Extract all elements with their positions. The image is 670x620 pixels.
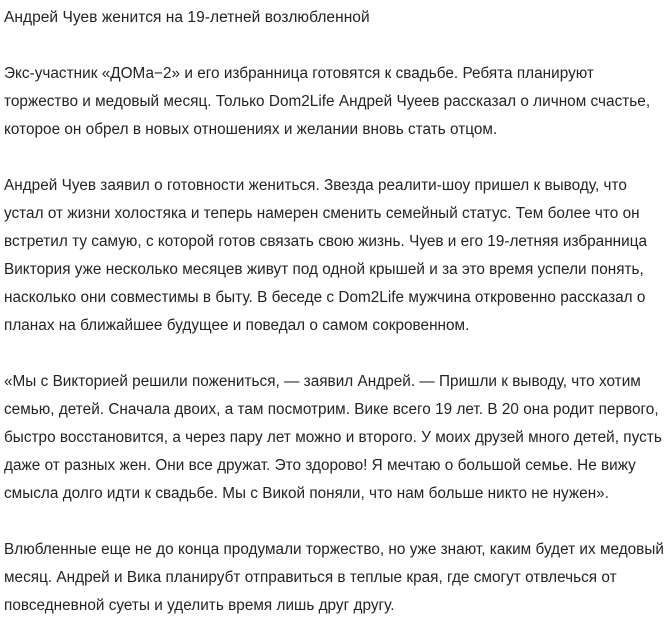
article-paragraph-body: Андрей Чуев заявил о готовности жениться. Звезда реалити-шоу пришел к выводу, что устал от жизни холостяка и теперь намерен сменить семейный статус. Тем более что он встретил ту самую, с которой готов связать свою жизнь. Чуев и его 19-летняя избранница Виктория уже несколько месяцев живут под одной крышей и за это время успели понять, насколько они совместимы в быту. В беседе с Dom2Life мужчина откровенно рассказал о планах на ближайшее будущее и поведал о самом сокровенном.	[4, 177, 648, 334]
article-paragraph-quote: «Мы с Викторией решили пожениться, — заявил Андрей. — Пришли к выводу, что хотим семью, детей. Сначала двоих, а там посмотрим. Вике всего 19 лет. В 20 она родит первого, быстро восстановится, а через пару лет можно и второго. У моих друзей много детей, пусть даже от разных жен. Они все дружат. Это здорово! Я мечтаю о большой семье. Не вижу смысла долго идти к свадьбе. Мы с Викой поняли, что нам больше никто не нужен».	[4, 373, 662, 502]
spacer	[4, 32, 664, 60]
spacer	[4, 340, 664, 368]
article-paragraph-lead: Экс-участник «ДОМа−2» и его избранница готовятся к свадьбе. Ребята планируют торжество и медовый месяц. Только Dom2Life Андрей Чуеев рассказал о личном счастье, которое он обрел в новых отношениях и желании вновь стать отцом.	[4, 65, 651, 138]
spacer	[4, 144, 664, 172]
page-title: Андрей Чуев женится на 19-летней возлюбленной	[4, 9, 370, 26]
spacer	[4, 508, 664, 536]
article-paragraph-closing: Влюбленные еще не до конца продумали торжество, но уже знают, каким будет их медовый месяц. Андрей и Вика планирубт отправиться в теплые края, где смогут отвлечься от повседневной суеты и уделить время лишь друг другу.	[4, 541, 664, 614]
